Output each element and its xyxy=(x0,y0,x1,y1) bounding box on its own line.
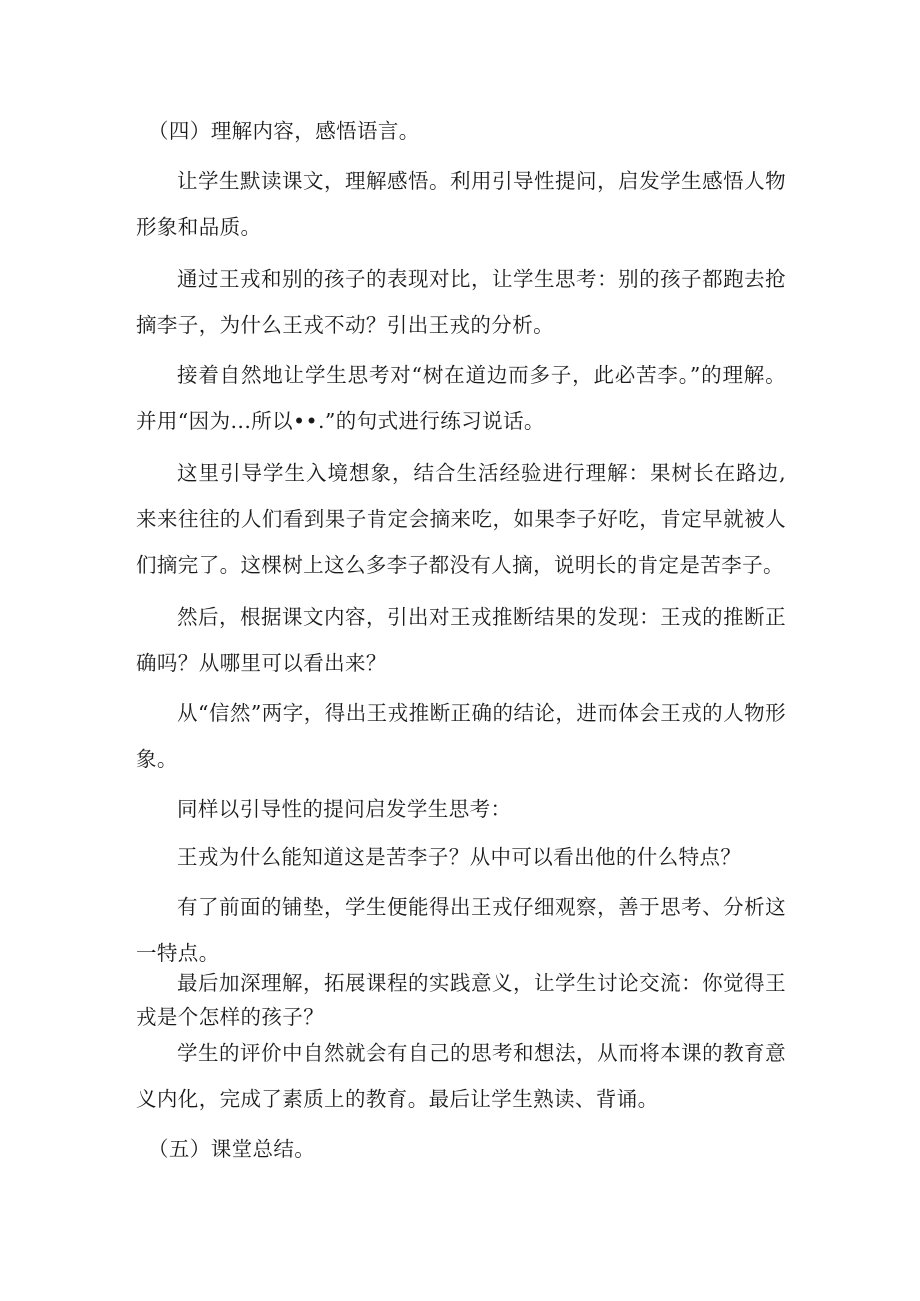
section-heading-4: （四）理解内容，感悟语言。 xyxy=(148,119,420,143)
paragraph-8: 王戎为什么能知道这是苦李子？从中可以看出他的什么特点？ xyxy=(177,845,742,869)
paragraph-9: 有了前面的铺垫，学生便能得出王戎仔细观察，善于思考、分析这一特点。 xyxy=(136,895,786,965)
section-heading-5: （五）课堂总结。 xyxy=(148,1137,316,1161)
paragraph-2: 通过王戎和别的孩子的表现对比，让学生思考：别的孩子都跑去抢摘李子，为什么王戎不动？引出王戎的分析。 xyxy=(136,267,786,337)
paragraph-6: 从“信然”两字，得出王戎推断正确的结论，进而体会王戎的人物形象。 xyxy=(136,701,786,771)
paragraph-4: 这里引导学生入境想象，结合生活经验进行理解：果树长在路边,来来往往的人们看到果子肯定会摘来吃，如果李子好吃，肯定早就被人们摘完了。这棵树上这么多李子都没有人摘，说明长的肯定是苦李子。 xyxy=(136,461,786,577)
paragraph-11: 学生的评价中自然就会有自己的思考和想法，从而将本课的教育意义内化，完成了素质上的教育。最后让学生熟读、背诵。 xyxy=(136,1041,786,1111)
paragraph-1: 让学生默读课文，理解感悟。利用引导性提问，启发学生感悟人物形象和品质。 xyxy=(136,169,786,239)
paragraph-7: 同样以引导性的提问启发学生思考： xyxy=(177,797,512,821)
paragraph-3: 接着自然地让学生思考对“树在道边而多子，此必苦李。”的理解。并用“因为...所以••.”的句式进行练习说话。 xyxy=(136,363,786,433)
paragraph-10: 最后加深理解，拓展课程的实践意义，让学生讨论交流：你觉得王戎是个怎样的孩子？ xyxy=(136,971,786,1029)
paragraph-5: 然后，根据课文内容，引出对王戎推断结果的发现：王戎的推断正确吗？从哪里可以看出来？ xyxy=(136,605,786,675)
